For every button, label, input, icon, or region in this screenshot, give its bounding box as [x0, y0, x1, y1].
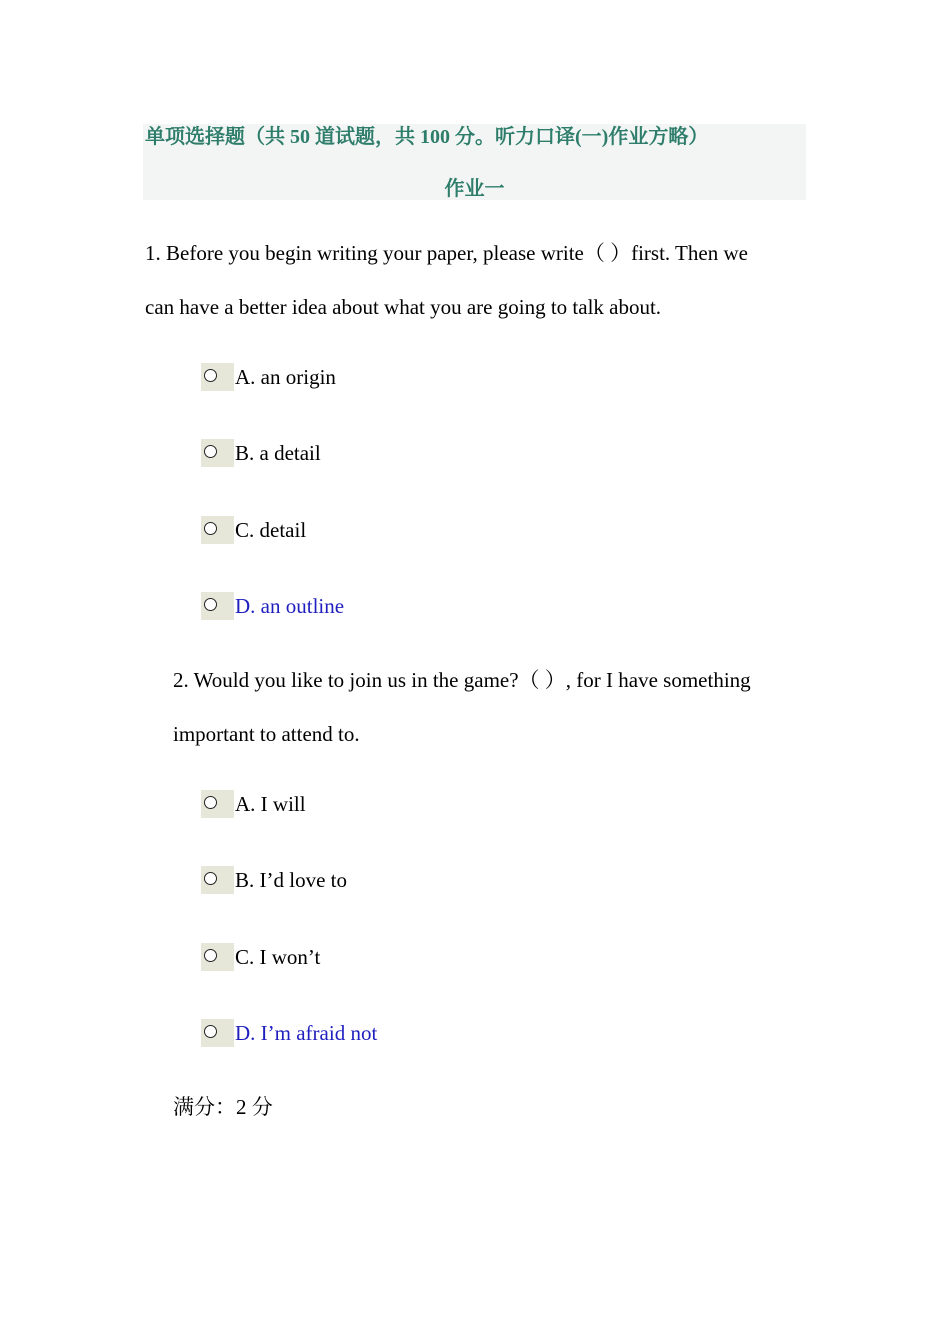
- radio-button[interactable]: [201, 790, 234, 818]
- question-2-option-c[interactable]: [201, 942, 320, 972]
- question-1-option-a[interactable]: [201, 362, 336, 392]
- radio-button[interactable]: [201, 866, 234, 894]
- radio-circle-icon: [204, 1025, 217, 1038]
- section-title: 单项选择题（共 50 道试题，共 100 分。听力口译(一)作业方略）: [145, 126, 709, 148]
- question-1-option-c[interactable]: [201, 515, 306, 545]
- radio-button[interactable]: [201, 363, 234, 391]
- question-2-option-b[interactable]: [201, 865, 347, 895]
- radio-button[interactable]: [201, 516, 234, 544]
- radio-button[interactable]: [201, 1019, 234, 1047]
- radio-circle-icon: [204, 445, 217, 458]
- question-2-option-a[interactable]: [201, 789, 306, 819]
- question-2-text-line-1: 2. Would you like to join us in the game?（ ）, for I have something: [173, 668, 751, 692]
- assignment-title: 作业一: [444, 178, 505, 200]
- radio-button[interactable]: [201, 439, 234, 467]
- question-1-text-line-2: can have a better idea about what you are going to talk about.: [145, 295, 662, 319]
- radio-circle-icon: [204, 598, 217, 611]
- option-label-answer: D. I’m afraid not: [235, 1021, 378, 1045]
- question-1-option-b[interactable]: [201, 438, 321, 468]
- option-label: C. I won’t: [235, 945, 321, 969]
- question-1-text-line-1: 1. Before you begin writing your paper, please write（ ）first. Then we: [145, 241, 748, 265]
- radio-circle-icon: [204, 369, 217, 382]
- full-score-text: 满分：2 分: [173, 1095, 273, 1119]
- question-2-text-line-2: important to attend to.: [173, 722, 360, 746]
- question-2-option-d[interactable]: [201, 1018, 377, 1048]
- radio-circle-icon: [204, 796, 217, 809]
- option-label: B. a detail: [235, 441, 321, 465]
- radio-button[interactable]: [201, 943, 234, 971]
- radio-circle-icon: [204, 522, 217, 535]
- option-label: B. I’d love to: [235, 868, 347, 892]
- radio-button[interactable]: [201, 592, 234, 620]
- question-1-option-d[interactable]: [201, 591, 344, 621]
- option-label: A. an origin: [235, 365, 336, 389]
- option-label: A. I will: [235, 792, 306, 816]
- radio-circle-icon: [204, 949, 217, 962]
- option-label: C. detail: [235, 518, 307, 542]
- option-label-answer: D. an outline: [235, 594, 345, 618]
- radio-circle-icon: [204, 872, 217, 885]
